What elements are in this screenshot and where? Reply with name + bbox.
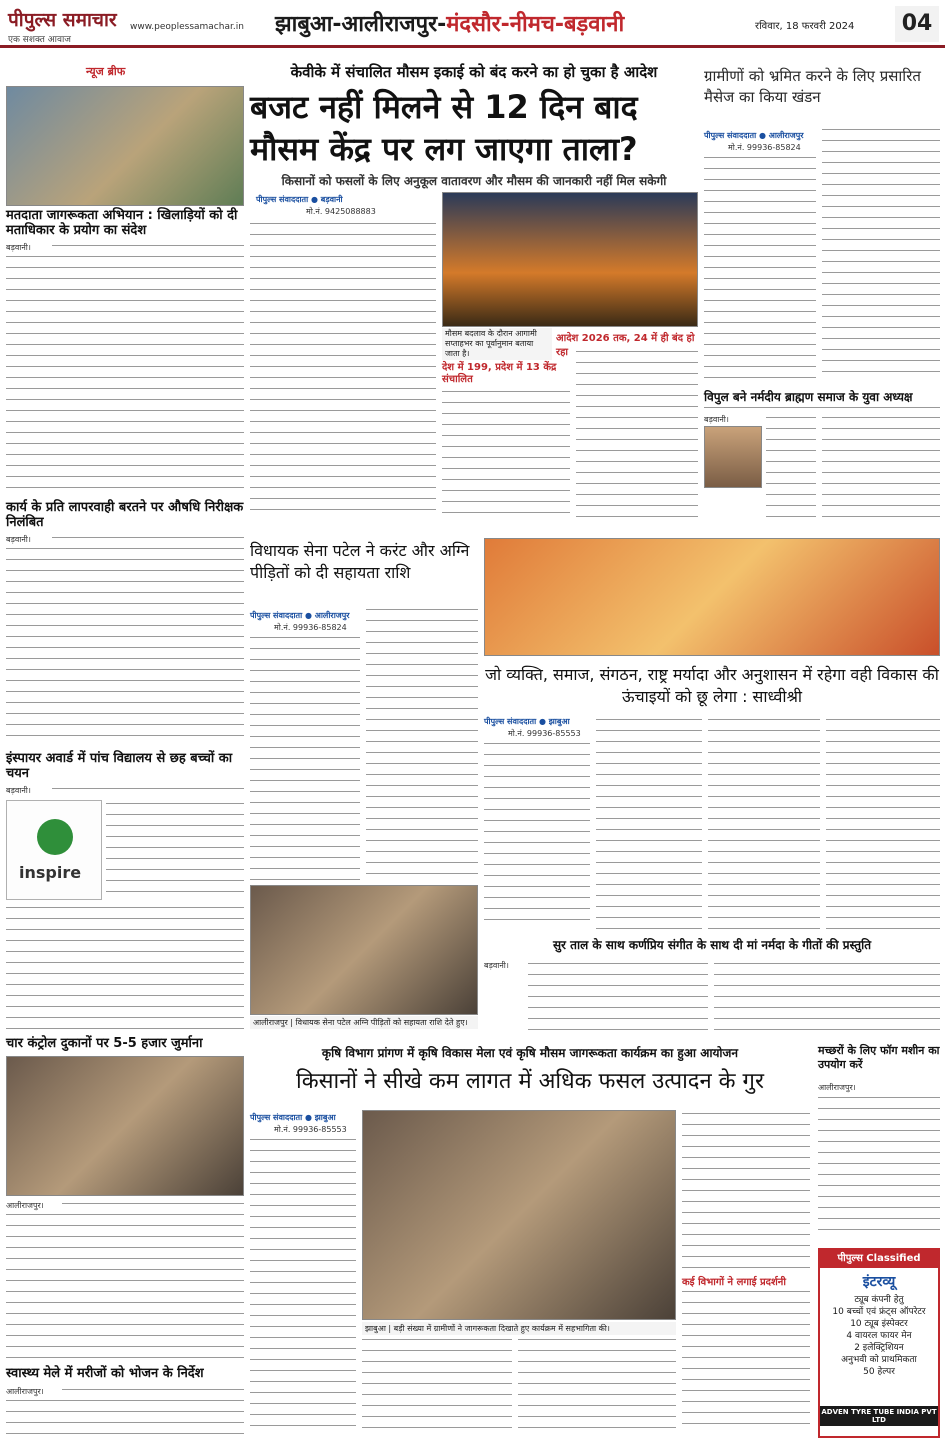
youth-president-story	[704, 390, 940, 535]
article-dateline: आलीराजपुर।	[6, 1201, 44, 1210]
article-headline[interactable]: विधायक सेना पटेल ने करंट और अग्नि पीड़ितों को दी सहायता राशि	[250, 541, 470, 582]
issue-date: रविवार, 18 फरवरी 2024	[755, 21, 855, 32]
ad-company: ADVEN TYRE TUBE INDIA PVT LTD	[821, 1408, 937, 1424]
article-headline[interactable]: मच्छरों के लिए फॉग मशीन का उपयोग करें	[818, 1044, 940, 1071]
article-body	[6, 545, 244, 745]
article-body	[366, 606, 478, 884]
article-body	[682, 1110, 810, 1270]
article-headline[interactable]: ग्रामीणों को भ्रमित करने के लिए प्रसारित मैसेज का किया खंडन	[704, 67, 921, 106]
article-body	[52, 785, 244, 796]
article-body	[6, 1211, 244, 1361]
sadhvi-story	[484, 660, 940, 930]
article-body	[250, 634, 360, 884]
mla-story	[250, 538, 478, 938]
mla-aid-photo	[250, 885, 478, 1015]
article-body	[766, 414, 816, 524]
article-body	[682, 1288, 810, 1434]
article-body	[826, 716, 940, 930]
article-byline: पीपुल्स संवाददाता ● झाबुआ	[484, 717, 570, 726]
article-body	[6, 253, 244, 493]
lead-subhead: आदेश 2026 तक, 24 में ही बंद हो रहा	[556, 333, 695, 358]
weather-station-photo	[442, 192, 698, 327]
article-body	[528, 960, 708, 1030]
article-dateline: बड़वानी।	[6, 243, 31, 252]
article-body	[52, 534, 244, 545]
krishi-headline[interactable]: किसानों ने सीखे कम लागत में अधिक फसल उत्पादन के गुर	[296, 1069, 764, 1094]
article-body	[52, 242, 244, 253]
article-headline[interactable]: सुर ताल के साथ कर्णप्रिय संगीत के साथ दी मां नर्मदा के गीतों की प्रस्तुति	[552, 938, 872, 952]
article-dateline: आलीराजपुर।	[818, 1083, 856, 1092]
sadhvi-event-photo	[484, 538, 940, 656]
article-dateline: आलीराजपुर।	[6, 1387, 44, 1396]
classified-ad[interactable]	[818, 1248, 940, 1438]
article-mobile: मो.नं. 99936-85824	[728, 143, 801, 152]
article-dateline: बड़वानी।	[6, 535, 31, 544]
photo-caption: आलीराजपुर | विधायक सेना पटेल अग्नि पीड़ितों को सहायता राशि देते हुए।	[250, 1016, 478, 1029]
krishi-story	[250, 1038, 810, 1438]
lead-headline-2[interactable]: मौसम केंद्र पर लग जाएगा ताला?	[250, 130, 638, 168]
krishi-subhead: कई विभागों ने लगाई प्रदर्शनी	[682, 1277, 786, 1288]
lead-story	[250, 58, 698, 528]
lead-byline: पीपुल्स संवाददाता ● बड़वानी	[256, 195, 343, 204]
article-body	[442, 388, 570, 518]
article-body	[62, 1200, 244, 1211]
article-dateline: बड़वानी।	[6, 786, 31, 795]
fog-machine-story	[818, 1038, 940, 1243]
masthead	[0, 0, 945, 48]
article-body	[596, 716, 702, 930]
article-body	[822, 414, 940, 524]
page-number: 04	[895, 6, 939, 42]
article-body	[362, 1336, 512, 1434]
krishi-crowd-photo	[362, 1110, 676, 1320]
article-body	[6, 1397, 244, 1435]
portrait-photo	[704, 426, 762, 488]
article-headline[interactable]: स्वास्थ्य मेले में मरीजों को भोजन के निर्देश	[6, 1366, 204, 1381]
article-body	[62, 1386, 244, 1397]
article-headline[interactable]: इंस्पायर अवार्ड में पांच विद्यालय से छह बच्चों का चयन	[6, 751, 233, 781]
photo-caption: झाबुआ | बड़ी संख्या में ग्रामीणों ने जागरूकता दिखाते हुए कार्यक्रम में सहभागिता की।	[362, 1322, 676, 1335]
article-headline[interactable]: कार्य के प्रति लापरवाही बरतने पर औषधि निरीक्षक निलंबित	[6, 500, 244, 530]
lead-subhead: देश में 199, प्रदेश में 13 केंद्र संचालित	[442, 362, 557, 385]
classified-banner: पीपुल्स Classified	[820, 1250, 938, 1268]
article-dateline: बड़वानी।	[704, 415, 729, 424]
article-headline[interactable]: मतदाता जागरूकता अभियान : खिलाड़ियों को दी मताधिकार के प्रयोग का संदेश	[6, 208, 238, 238]
ad-lines: ट्यूब कंपनी हेतु 10 बच्चों एवं फ्रंट्स ऑपरेटर 10 ट्यूब इंस्पेक्टर 4 वायरल फायर मेन 2 इलेक्ट्रिशियन अनुभवी को प्राथमिकता 50 हेल्पर	[832, 1295, 926, 1377]
article-body	[518, 1336, 676, 1434]
lead-deck: किसानों को फसलों के लिए अनुकूल वातावरण और मौसम की जानकारी नहीं मिल सकेगी	[281, 174, 667, 188]
lead-mobile: मो.नं. 9425088883	[306, 207, 376, 216]
leaf-icon	[37, 819, 73, 855]
news-brief-label: न्यूज ब्रीफ	[86, 65, 126, 78]
ad-title: इंटरव्यू	[862, 1274, 896, 1290]
article-body	[704, 154, 816, 382]
photo-caption: मौसम बदलाव के दौरान आगामी सप्ताहभर का पूर्वानुमान बताया जाता है।	[442, 328, 552, 360]
article-body	[250, 220, 436, 518]
article-mobile: मो.नं. 99936-85824	[274, 623, 347, 632]
website-url[interactable]: www.peoplessamachar.in	[130, 22, 244, 32]
article-body	[106, 800, 244, 900]
article-headline[interactable]: विपुल बने नर्मदीय ब्राह्मण समाज के युवा अध्यक्ष	[704, 390, 940, 408]
article-headline[interactable]: जो व्यक्ति, समाज, संगठन, राष्ट्र मर्यादा और अनुशासन में रहेगा वही विकास की ऊंचाइयों को छू लेगा : साध्वीश्री	[485, 665, 939, 706]
article-body	[714, 960, 940, 1030]
article-mobile: मो.नं. 99936-85553	[274, 1125, 347, 1134]
article-headline[interactable]: चार कंट्रोल दुकानों पर 5-5 हजार जुर्माना	[6, 1036, 203, 1051]
music-story	[484, 936, 940, 1032]
article-body	[484, 740, 590, 930]
left-column	[6, 58, 244, 1438]
article-body	[708, 716, 820, 930]
ration-shop-photo	[6, 1056, 244, 1196]
article-byline: पीपुल्स संवाददाता ● आलीराजपुर	[250, 611, 350, 620]
voter-awareness-photo	[6, 86, 244, 206]
lead-headline[interactable]: बजट नहीं मिलने से 12 दिन बाद	[250, 88, 638, 126]
lead-kicker: केवीके में संचालित मौसम इकाई को बंद करने का हो चुका है आदेश	[290, 63, 658, 81]
article-body	[250, 1136, 356, 1434]
article-mobile: मो.नं. 99936-85553	[508, 729, 581, 738]
newspaper-logo[interactable]: पीपुल्स समाचार एक सशक्त आवाज	[8, 9, 117, 45]
inspire-logo: inspire	[6, 800, 102, 900]
krishi-kicker: कृषि विभाग प्रांगण में कृषि विकास मेला एवं कृषि मौसम जागरूकता कार्यक्रम का हुआ आयोजन	[321, 1046, 739, 1060]
right-top-story	[704, 58, 940, 388]
article-dateline: बड़वानी।	[484, 961, 509, 970]
article-body	[822, 126, 940, 382]
article-body	[6, 904, 244, 1032]
article-body	[818, 1094, 940, 1234]
article-body	[576, 348, 698, 518]
edition-region: झाबुआ-आलीराजपुर-मंदसौर-नीमच-बड़वानी	[275, 12, 625, 37]
article-byline: पीपुल्स संवाददाता ● आलीराजपुर	[704, 131, 804, 140]
article-byline: पीपुल्स संवाददाता ● झाबुआ	[250, 1113, 336, 1122]
